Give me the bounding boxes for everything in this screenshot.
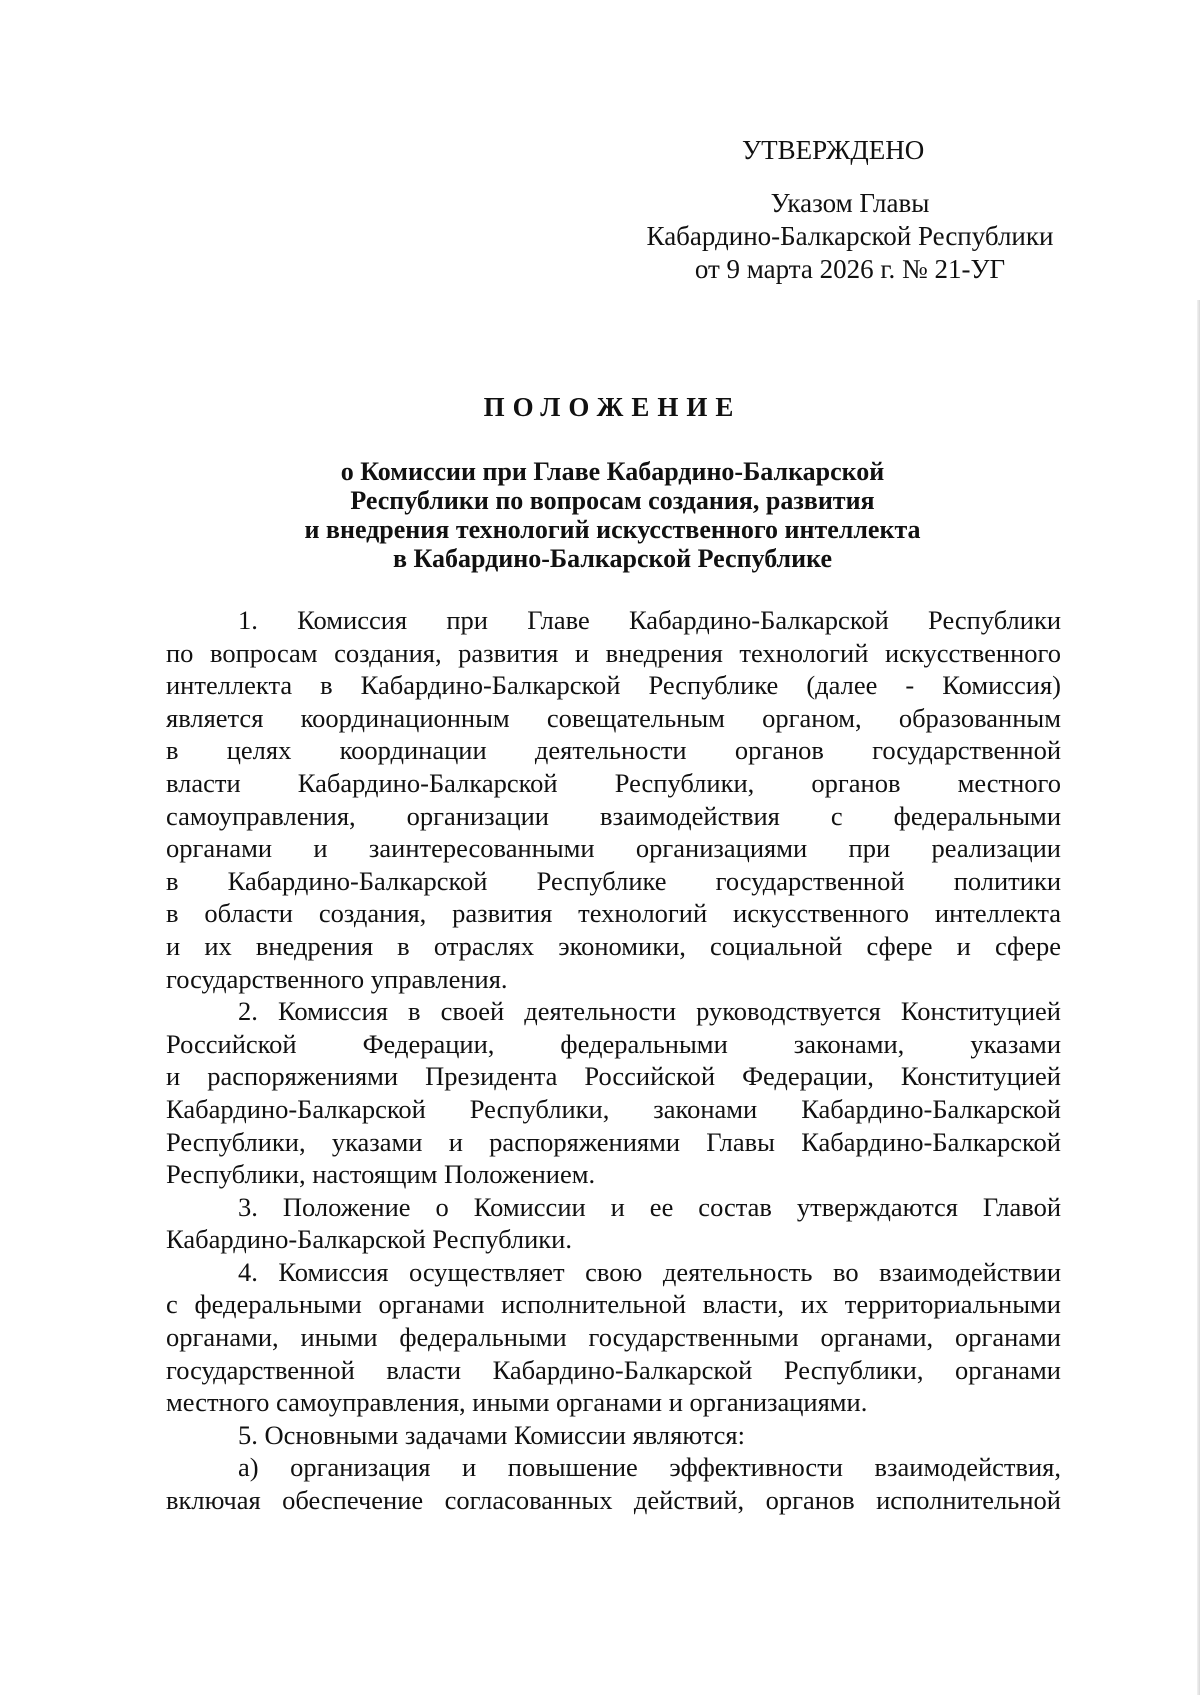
body-line: 1. Комиссия при Главе Кабардино-Балкарской Республики [238, 605, 1061, 635]
approval-heading: УТВЕРЖДЕНО [742, 135, 925, 165]
approval-block [600, 134, 1100, 286]
body-line: 2. Комиссия в своей деятельности руководствуется Конституцией [238, 996, 1061, 1027]
body-line: и распоряжениями Президента Российской Федерации, Конституцией [166, 1061, 1061, 1092]
subtitle-line: Республики по вопросам создания, развития [350, 486, 875, 515]
body-line: власти Кабардино-Балкарской Республики, органов местного [166, 767, 1061, 798]
body-line: государственного управления. [166, 963, 508, 994]
body-line: по вопросам создания, развития и внедрения технологий искусственного [166, 637, 1061, 668]
approval-line: Указом Главы [770, 188, 930, 218]
body-line: государственной власти Кабардино-Балкарской Республики, органами [166, 1354, 1061, 1385]
body-line: и их внедрения в отраслях экономики, социальной сфере и сфере [166, 930, 1061, 961]
body-line: в области создания, развития технологий искусственного интеллекта [166, 898, 1061, 929]
subtitle-line: в Кабардино-Балкарской Республике [392, 544, 833, 573]
document-subtitle [165, 457, 1060, 573]
approval-line: от 9 марта 2026 г. № 21-УГ [694, 254, 1006, 284]
body-line: с федеральными органами исполнительной власти, их территориальными [166, 1289, 1061, 1320]
document-title: ПОЛОЖЕНИЕ [483, 392, 742, 422]
body-line: включая обеспечение согласованных действий, органов исполнительной [166, 1485, 1061, 1516]
body-line: органами, иными федеральными государственными органами, органами [166, 1322, 1061, 1353]
document-body [166, 604, 1061, 1517]
body-line: является координационным совещательным органом, образованным [166, 702, 1061, 733]
body-line: 4. Комиссия осуществляет свою деятельность во взаимодействии [238, 1256, 1061, 1287]
body-line: в Кабардино-Балкарской Республике государственной политики [166, 865, 1061, 896]
body-line: 5. Основными задачами Комиссии являются: [238, 1419, 745, 1450]
body-line: самоуправления, организации взаимодействия с федеральными [166, 800, 1061, 831]
subtitle-line: и внедрения технологий искусственного интеллекта [304, 515, 921, 544]
body-line: в целях координации деятельности органов государственной [166, 735, 1061, 766]
body-line: Кабардино-Балкарской Республики, законами Кабардино-Балкарской [166, 1093, 1061, 1124]
body-line: Российской Федерации, федеральными законами, указами [166, 1028, 1061, 1059]
body-line: Кабардино-Балкарской Республики. [166, 1224, 572, 1255]
approval-line: Кабардино-Балкарской Республики [646, 221, 1054, 251]
body-line: а) организация и повышение эффективности взаимодействия, [238, 1452, 1061, 1483]
body-line: интеллекта в Кабардино-Балкарской Республике (далее - Комиссия) [166, 670, 1061, 701]
body-line: местного самоуправления, иными органами и организациями. [166, 1387, 868, 1418]
body-line: 3. Положение о Комиссии и ее состав утверждаются Главой [238, 1191, 1061, 1222]
subtitle-line: о Комиссии при Главе Кабардино-Балкарской [340, 457, 885, 486]
body-line: органами и заинтересованными организациями при реализации [166, 833, 1061, 864]
body-line: Республики, настоящим Положением. [166, 1159, 596, 1190]
body-line: Республики, указами и распоряжениями Главы Кабардино-Балкарской [166, 1126, 1061, 1157]
